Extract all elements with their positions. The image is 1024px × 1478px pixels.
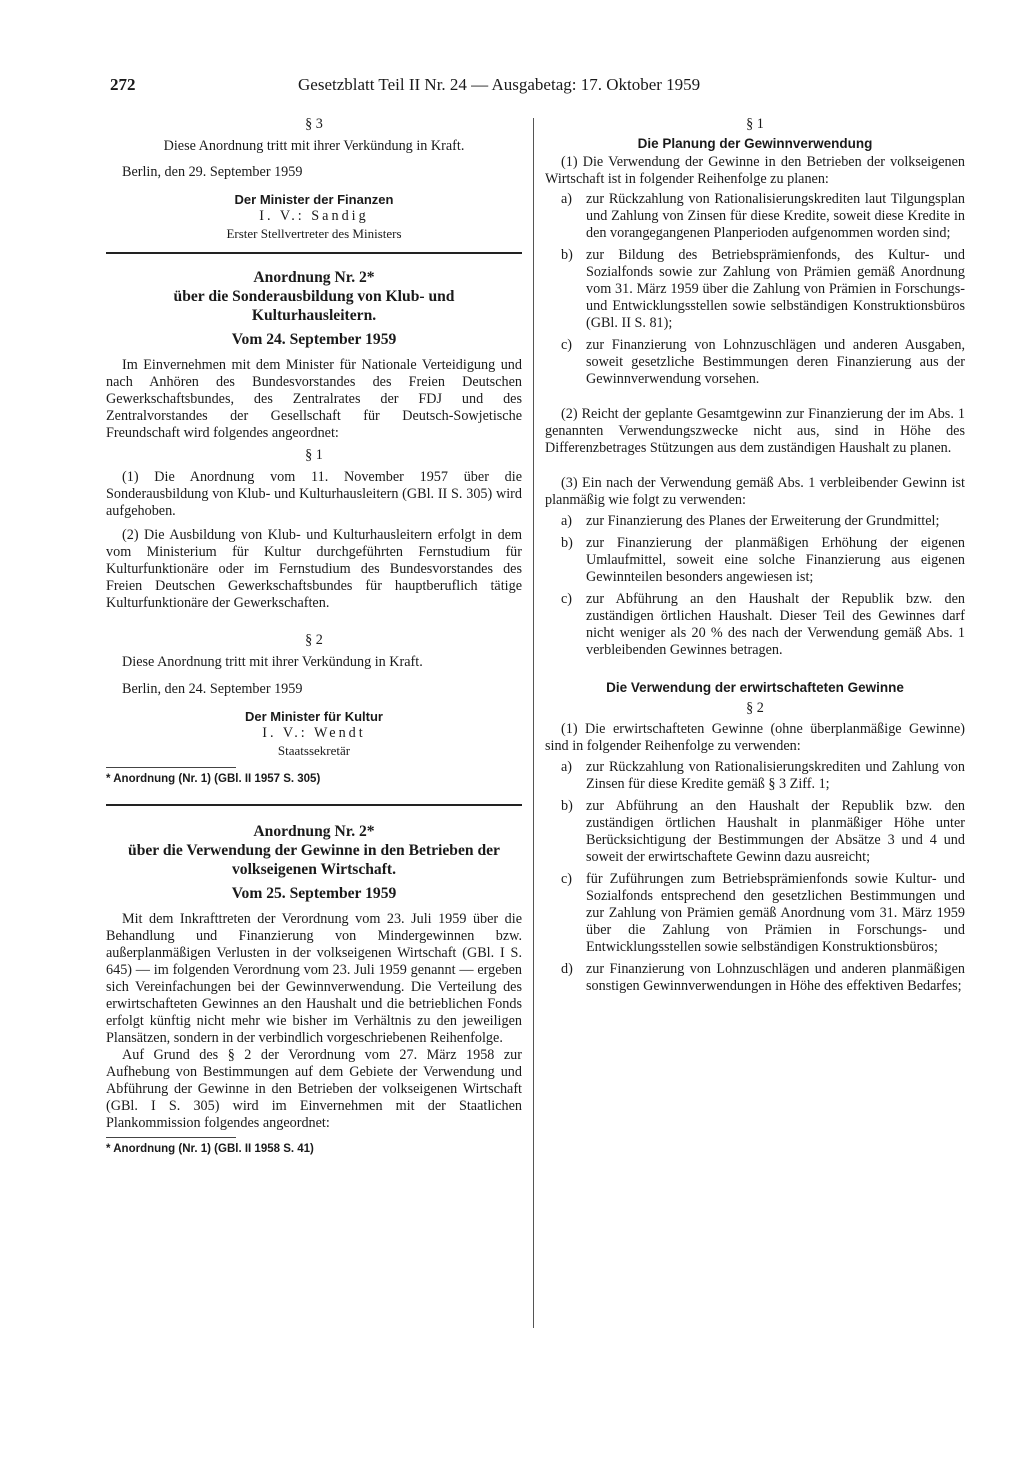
list-label: a)	[561, 759, 573, 775]
signer-role: Staatssekretär	[277, 743, 351, 758]
paragraph: Auf Grund des § 2 der Verordnung vom 27. März 1958 zur Aufhebung von Bestimmungen auf dem Gebiete der Verwendung und Abführung der Gewinne in den Betrieben der volkseigenen Wirtschaft (GBl. I S. 305) wird im Einvernehmen mit der Staatlichen Plankommission folgendes angeordnet:	[106, 1047, 522, 1131]
ordinance-number: Anordnung Nr. 2*	[253, 823, 375, 840]
section-heading: § 3	[305, 116, 323, 132]
ordinance-title: über die Verwendung der Gewinne in den Betrieben der volkseigenen Wirtschaft.	[128, 842, 500, 878]
section-heading: § 1	[746, 116, 764, 132]
signer-name: I. V.: Sandig	[259, 208, 369, 224]
paragraph: (1) Die Verwendung der Gewinne in den Betrieben der volkseigenen Wirtschaft ist in folgender Reihenfolge zu planen:	[545, 154, 965, 187]
paragraph: (1) Die erwirtschafteten Gewinne (ohne überplanmäßige Gewinne) sind in folgender Reihenfolge zu verwenden:	[545, 721, 965, 754]
section-title: Die Verwendung der erwirtschafteten Gewinne	[606, 680, 904, 695]
paragraph: Mit dem Inkrafttreten der Verordnung vom 23. Juli 1959 über die Behandlung und Finanzierung von Mindergewinnen bzw. außerplanmäßigen Verlusten in der volkseigenen Wirtschaft (GBl. I S. 645) — im folgenden Verordnung vom 23. Juli 1959 genannt — ergeben sich Vereinfachungen bei der Gewinnverwendung. Die Verteilung des erwirtschafteten Gewinnes an den Haushalt und die betrieblichen Fonds erfolgt künftig nicht mehr wie bisher im Verhältnis zu den jeweiligen Plansätzen, sondern in der verbindlich vorgeschriebenen Reihenfolge.	[106, 911, 522, 1046]
list-text: zur Finanzierung von Lohnzuschlägen und anderen planmäßigen sonstigen Gewinnverwendungen in Höhe des effektiven Bedarfes;	[586, 961, 965, 994]
ordinance-date: Vom 25. September 1959	[231, 885, 397, 902]
page-header	[110, 75, 775, 101]
item-list	[545, 513, 965, 659]
list-text: zur Abführung an den Haushalt der Republik bzw. den zuständigen örtlichen Haushalt in planmäßiger Höhe unter Berücksichtigung der Bestimmungen der Absätze 3 und 4 und soweit der erwirtschaftete Gewinn dazu ausreicht;	[586, 798, 965, 865]
list-item	[561, 871, 965, 956]
list-item	[561, 591, 965, 659]
ordinance-number: Anordnung Nr. 2*	[253, 269, 375, 286]
ordinance-title: über die Sonderausbildung von Klub- und Kulturhausleitern.	[173, 288, 455, 324]
separator-rule	[106, 252, 522, 254]
place-date: Berlin, den 29. September 1959	[122, 164, 303, 180]
signer-role: Erster Stellvertreter des Ministers	[226, 226, 402, 241]
list-item	[561, 961, 965, 995]
preamble: Im Einvernehmen mit dem Minister für Nationale Verteidigung und nach Anhören des Bundesvorstandes des Freien Deutschen Gewerkschaftsbundes, des Zentralrates der FDJ und des Zentralvorstandes der Gesellschaft für Deutsch-Sowjetische Freundschaft wird folgendes angeordnet:	[106, 357, 522, 441]
footnote: * Anordnung (Nr. 1) (GBl. II 1958 S. 41)	[106, 1143, 314, 1155]
list-item	[561, 535, 965, 586]
paragraph: (1) Die Anordnung vom 11. November 1957 über die Sonderausbildung von Klub- und Kulturhausleitern (GBl. II S. 305) wird aufgehoben.	[106, 469, 522, 519]
paragraph: (3) Ein nach der Verwendung gemäß Abs. 1 verbleibender Gewinn ist planmäßig wie folgt zu verwenden:	[545, 475, 965, 508]
list-item	[561, 759, 965, 793]
signer-office: Der Minister für Kultur	[245, 709, 383, 724]
list-label: b)	[561, 247, 573, 263]
signer-office: Der Minister der Finanzen	[234, 192, 394, 207]
paragraph: Diese Anordnung tritt mit ihrer Verkündung in Kraft.	[122, 654, 423, 670]
section-title: Die Planung der Gewinnverwendung	[637, 136, 873, 151]
footnote-rule	[106, 1137, 236, 1138]
signer-name: I. V.: Wendt	[262, 725, 366, 741]
list-text: zur Rückzahlung von Rationalisierungskrediten und Zahlung von Zinsen für diese Kredite gemäß § 3 Ziff. 1;	[586, 759, 965, 792]
paragraph: Diese Anordnung tritt mit ihrer Verkündung in Kraft.	[163, 138, 465, 154]
section-heading: § 1	[305, 447, 323, 463]
list-item	[561, 247, 965, 332]
list-text: zur Finanzierung des Planes der Erweiterung der Grundmittel;	[586, 513, 940, 529]
list-text: zur Abführung an den Haushalt der Republik bzw. den zuständigen örtlichen Haushalt. Dieser Teil des Gewinnes darf nicht weniger als 20 % des nach der Verwendung gemäß Abs. 1 verbleibenden Gewinnes betragen.	[586, 591, 965, 658]
list-label: d)	[561, 961, 573, 977]
ordinance-date: Vom 24. September 1959	[231, 331, 397, 348]
list-text: zur Bildung des Betriebsprämienfonds, des Kultur- und Sozialfonds sowie zur Zahlung von Prämien gemäß Anordnung vom 31. März 1959 über die Zahlung von Prämien in Forschungs- und Entwicklungsstellen sowie selbständigen Konstruktionsbüros (GBl. II S. 81);	[586, 247, 965, 331]
paragraph: (2) Reicht der geplante Gesamtgewinn zur Finanzierung der im Abs. 1 genannten Verwendungszwecke nicht aus, sind in Höhe des Differenzbetrages Stützungen aus dem zuständigen Haushalt zu planen.	[545, 406, 965, 456]
gazette-title: Gesetzblatt Teil II Nr. 24 — Ausgabetag: 17. Oktober 1959	[298, 75, 701, 94]
list-label: c)	[561, 591, 573, 607]
place-date: Berlin, den 24. September 1959	[122, 681, 303, 697]
column-divider	[533, 118, 534, 1328]
separator-rule	[106, 804, 522, 806]
list-item	[561, 337, 965, 388]
list-text: zur Rückzahlung von Rationalisierungskrediten laut Tilgungsplan und Zahlung von Zinsen für diese Kredite, soweit diese Kredite in den vorangegangenen Planperioden aufgenommen worden sind;	[586, 191, 965, 241]
list-text: zur Finanzierung von Lohnzuschlägen und anderen Ausgaben, soweit gesetzliche Bestimmungen deren Finanzierung aus der Gewinnverwendung vorsehen.	[586, 337, 965, 387]
list-item	[561, 513, 965, 530]
list-text: für Zuführungen zum Betriebsprämienfonds sowie Kultur- und Sozialfonds entsprechend den gesetzlichen Bestimmungen und zur Zahlung von Prämien gemäß Anordnung vom 31. März 1959 über die Zahlung von Prämien in Forschungs- und Entwicklungsstellen sowie selbständigen Konstruktionsbüros;	[586, 871, 965, 955]
paragraph: (2) Die Ausbildung von Klub- und Kulturhausleitern erfolgt in dem vom Ministerium für Kultur durchgeführten Fernstudium für Kulturfunktionäre oder im Fernstudium des Bundesvorstandes des Freien Deutschen Gewerkschaftsbundes für hauptberuflich tätige Kulturfunktionäre der Gewerkschaften.	[106, 527, 522, 611]
item-list	[545, 759, 965, 995]
right-column	[545, 116, 965, 995]
list-label: a)	[561, 191, 573, 207]
section-heading: § 2	[746, 700, 764, 716]
list-text: zur Finanzierung der planmäßigen Erhöhung der eigenen Umlaufmittel, soweit eine solche Finanzierung aus eigenen Gewinnteilen besonders angewiesen ist;	[586, 535, 965, 585]
footnote: * Anordnung (Nr. 1) (GBl. II 1957 S. 305)	[106, 773, 321, 785]
list-label: b)	[561, 798, 573, 814]
list-label: c)	[561, 871, 573, 887]
list-label: a)	[561, 513, 573, 529]
section-heading: § 2	[305, 632, 323, 648]
left-column	[106, 116, 522, 1158]
list-item	[561, 798, 965, 866]
item-list	[545, 191, 965, 388]
list-item	[561, 191, 965, 242]
list-label: b)	[561, 535, 573, 551]
page-number: 272	[110, 75, 136, 94]
footnote-rule	[106, 767, 236, 768]
list-label: c)	[561, 337, 573, 353]
